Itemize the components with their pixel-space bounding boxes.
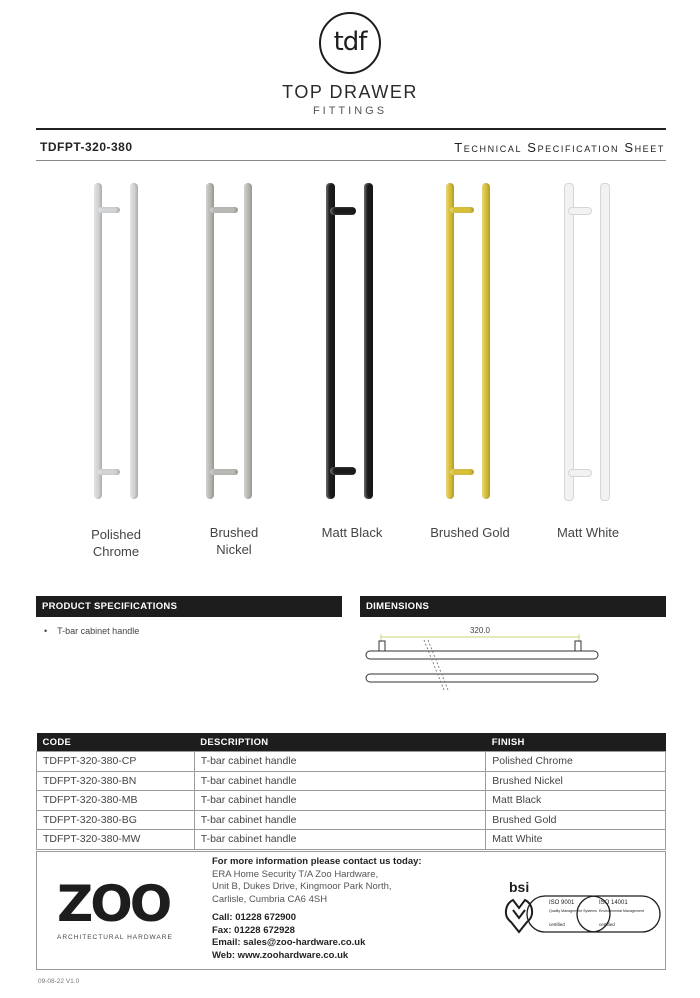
product-specifications-header: PRODUCT SPECIFICATIONS <box>36 596 342 617</box>
cell-finish: Brushed Nickel <box>486 771 666 791</box>
handle-matt-black <box>320 183 380 501</box>
cell-finish: Brushed Gold <box>486 810 666 830</box>
cell-code: TDFPT-320-380-BN <box>37 771 195 791</box>
cell-finish: Polished Chrome <box>486 752 666 772</box>
spec-bullet-list: • T-bar cabinet handle <box>44 626 140 636</box>
contact-email: Email: sales@zoo-hardware.co.uk <box>212 937 366 948</box>
col-header-finish: FINISH <box>486 733 666 752</box>
bsi-certification-badge <box>497 874 667 956</box>
spec-bullet-item: T-bar cabinet handle <box>57 626 140 636</box>
finish-label-brushed-gold: Brushed Gold <box>430 525 510 540</box>
address-line: ERA Home Security T/A Zoo Hardware, <box>212 868 379 880</box>
svg-text:certified: certified <box>599 922 615 927</box>
finish-label-brushed-nickel: Brushed Nickel <box>209 525 259 557</box>
contact-web: Web: www.zoohardware.co.uk <box>212 949 349 961</box>
svg-text:certified: certified <box>549 922 565 927</box>
svg-text:ISO 14001: ISO 14001 <box>599 900 628 906</box>
bsi-kitemark-icon <box>497 874 667 956</box>
tdf-logo <box>319 12 381 74</box>
cell-finish: Matt Black <box>486 791 666 811</box>
finish-label-polished-chrome: Polished Chrome <box>91 527 141 559</box>
svg-text:Environmental Management: Environmental Management <box>599 909 644 913</box>
cell-description: T-bar cabinet handle <box>194 752 486 772</box>
dimensions-drawing <box>362 620 602 690</box>
cell-code: TDFPT-320-380-CP <box>37 752 195 772</box>
col-header-description: DESCRIPTION <box>194 733 486 752</box>
finish-label-matt-white: Matt White <box>556 525 620 540</box>
cell-description: T-bar cabinet handle <box>194 830 486 850</box>
cell-description: T-bar cabinet handle <box>194 810 486 830</box>
tdf-logo-mark: tdf <box>333 27 367 57</box>
table-row <box>37 752 666 772</box>
svg-text:Quality Management Systems: Quality Management Systems <box>549 909 597 913</box>
finish-label-matt-black: Matt Black <box>321 525 383 540</box>
cell-code: TDFPT-320-380-BG <box>37 810 195 830</box>
product-code-table <box>36 733 666 850</box>
dimensions-header: DIMENSIONS <box>360 596 666 617</box>
header-divider-bottom <box>36 160 666 161</box>
document-version: 09-08-22 V1.0 <box>38 978 80 985</box>
contact-details <box>212 856 422 962</box>
address-line: Carlisle, Cumbria CA6 4SH <box>212 893 328 905</box>
dimension-svg <box>362 620 602 690</box>
address-line: Unit B, Dukes Drive, Kingmoor Park North, <box>212 881 392 892</box>
table-row <box>37 810 666 830</box>
cell-code: TDFPT-320-380-MB <box>37 791 195 811</box>
cell-code: TDFPT-320-380-MW <box>37 830 195 850</box>
contact-heading: For more information please contact us today: <box>212 856 422 867</box>
finish-gallery <box>0 170 700 570</box>
contact-phone: Call: 01228 672900 <box>212 912 296 923</box>
table-row <box>37 830 666 850</box>
handle-brushed-gold <box>442 183 502 501</box>
col-header-code: CODE <box>37 733 195 752</box>
table-header-row <box>37 733 666 752</box>
header-divider-top <box>36 128 666 130</box>
cell-description: T-bar cabinet handle <box>194 791 486 811</box>
centres-dimension-label: 320.0 <box>469 626 491 635</box>
zoo-logo-subtitle: ARCHITECTURAL HARDWARE <box>57 934 173 941</box>
contact-fax: Fax: 01228 672928 <box>212 924 295 936</box>
svg-text:ISO 9001: ISO 9001 <box>549 900 575 906</box>
handle-matt-white <box>560 183 620 501</box>
bsi-wordmark: bsi <box>509 879 530 895</box>
product-code: TDFPT-320-380 <box>40 140 133 154</box>
table-row <box>37 791 666 811</box>
zoo-logo: ZOO <box>57 875 170 933</box>
table-row <box>37 771 666 791</box>
cell-finish: Matt White <box>486 830 666 850</box>
contact-box <box>36 851 666 970</box>
cell-description: T-bar cabinet handle <box>194 771 486 791</box>
handle-brushed-nickel <box>200 183 260 501</box>
brand-name: TOP DRAWER <box>282 82 418 102</box>
handle-polished-chrome <box>84 183 144 501</box>
brand-subname: FITTINGS <box>312 105 388 117</box>
sheet-title: Technical Specification Sheet <box>454 140 665 155</box>
